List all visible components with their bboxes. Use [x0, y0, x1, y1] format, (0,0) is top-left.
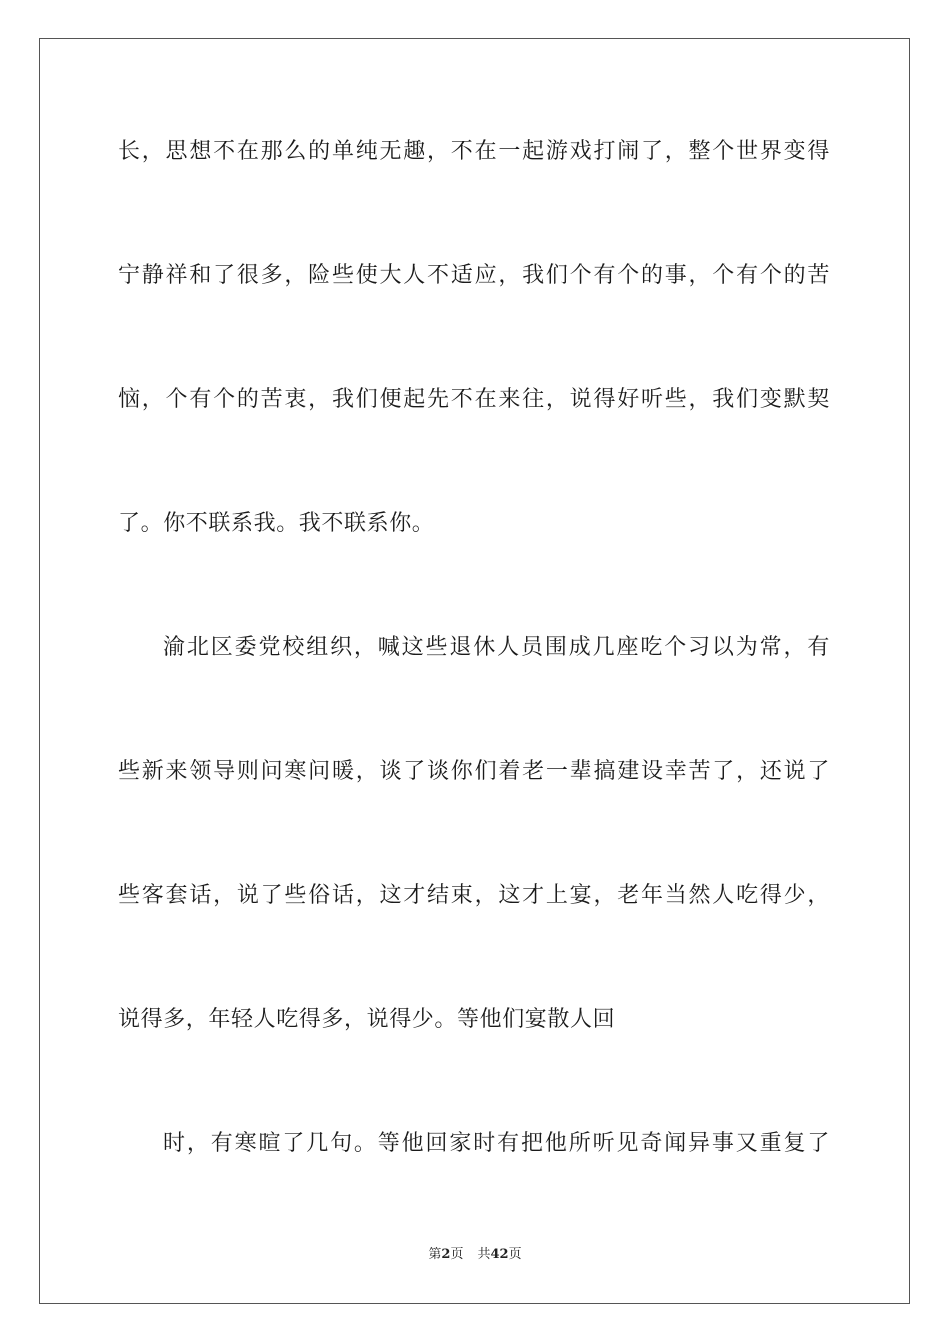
page-suffix: 页 — [450, 1247, 464, 1262]
text-line: 恼，个有个的苦衷，我们便起先不在来往，说得好听些，我们变默契 — [118, 387, 830, 412]
text-line: 了。你不联系我。我不联系你。 — [118, 511, 435, 536]
total-suffix: 页 — [508, 1247, 522, 1262]
paragraph-first-line: 渝北区委党校组织，喊这些退休人员围成几座吃个习以为常，有 — [163, 635, 830, 660]
text-line: 宁静祥和了很多，险些使大人不适应，我们个有个的事，个有个的苦 — [118, 263, 830, 288]
text-line: 说得多，年轻人吃得多，说得少。等他们宴散人回 — [118, 1007, 616, 1032]
text-line: 些新来领导则问寒问暖，谈了谈你们着老一辈搞建设幸苦了，还说了 — [118, 759, 830, 784]
text-line: 长，思想不在那么的单纯无趣，不在一起游戏打闹了，整个世界变得 — [118, 139, 830, 164]
text-line: 些客套话，说了些俗话，这才结束，这才上宴，老年当然人吃得少， — [118, 883, 830, 908]
total-page-count: 42 — [490, 1247, 509, 1262]
total-prefix: 共 — [477, 1247, 491, 1262]
current-page-number: 2 — [441, 1247, 451, 1262]
paragraph-first-line: 时，有寒暄了几句。等他回家时有把他所听见奇闻异事又重复了 — [163, 1131, 830, 1156]
page-border — [39, 38, 910, 1304]
page-prefix: 第 — [428, 1247, 442, 1262]
page-footer — [0, 1246, 950, 1264]
